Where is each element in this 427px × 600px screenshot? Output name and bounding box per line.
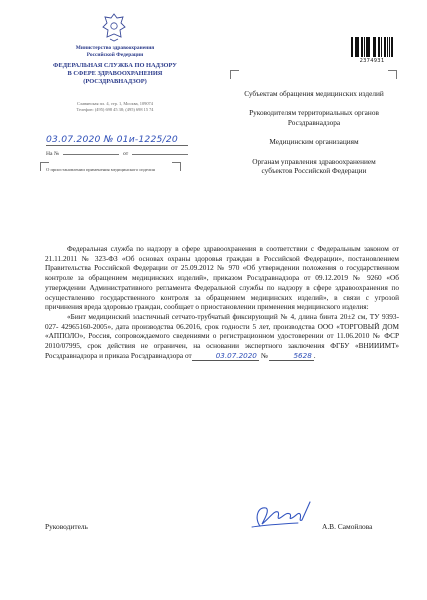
recipient-corner-left <box>230 70 239 79</box>
reference-number-row <box>46 147 188 157</box>
ref-number-underline <box>63 154 119 155</box>
agency-address: Славянская пл. 4, стр. 1, Москва, 109074 Телефон: (495) 698 45 38; (495) 698 15 74 <box>76 101 154 112</box>
subject-corner-right <box>172 162 181 171</box>
recipient-item: Субъектам обращения медицинских изделий <box>244 89 384 98</box>
recipient-item: Органам управления здравоохранением субъектов Российской Федерации <box>252 156 376 176</box>
order-number: 5628 <box>269 351 313 362</box>
recipient-corner-right <box>388 70 397 79</box>
barcode-bar <box>392 37 393 57</box>
signer-name: А.В. Самойлова <box>322 522 373 531</box>
ref-from: от <box>123 151 129 157</box>
document-subject: О приостановлении применения медицинского изделия <box>46 167 155 172</box>
barcode-number: 2374931 <box>359 58 385 64</box>
body-paragraph: Федеральная служба по надзору в сфере здравоохранения в соответствии с Федеральным законом от 21.11.2011 № 323-ФЗ «Об основах охраны здоровья граждан в Российской Федерации», постановлением Правительства Российской Федерации от 25.09.2012 № 970 «Об утверждении положения о государственном контроле за обращением медицинских изделий», приказом Росздравнадзора от 09.12.2019 № 9260 «Об утверждении Административного регламента Федеральной службы по надзору в сфере здравоохранения по осуществлению государственного контроля за обращением медицинских изделий», в связи с угрозой причинения вреда здоровью граждан, сообщает о приостановлении применения медицинского изделия: <box>45 244 399 312</box>
handwritten-signature <box>240 496 320 536</box>
recipient-item: Медицинским организациям <box>269 137 359 147</box>
barcode <box>351 37 393 57</box>
outgoing-number-field <box>46 129 188 146</box>
recipients-block <box>244 89 384 186</box>
letter-body <box>45 244 399 361</box>
outgoing-number: 03.07.2020 № 01и-1225/20 <box>46 134 178 145</box>
order-from: от <box>184 350 192 360</box>
signer-position: Руководитель <box>45 522 88 531</box>
order-end: . <box>313 350 316 360</box>
order-date: 03.07.2020 <box>192 351 259 362</box>
body-paragraph: «Бинт медицинский эластичный сетчато-трубчатый фиксирующий № 4, длина бинта 20±2 см, ТУ 9393-027- 42965160-2005», дата производства 06.2016, срок годности 5 лет, производства ООО «ТОРГОВЫЙ ДОМ «АППОЛО», Россия, сопровождаемого сведениями о регистрационном удостоверении от 11.06.2010 № ФСР 2010/07995, срок действия не ограничен, на основании экспертного заключения ФГБУ «ВНИИИМТ» Росздравнадзора и приказа Росздравнадзора от 03.07.2020 № 5628 . <box>45 311 399 360</box>
ref-prefix: На № <box>46 151 60 157</box>
ref-date-underline <box>132 154 188 155</box>
ministry-name: Министерство здравоохранения Российской Федерации <box>75 45 155 58</box>
emblem-icon <box>101 12 127 42</box>
agency-name: ФЕДЕРАЛЬНАЯ СЛУЖБА ПО НАДЗОРУ В СФЕРЕ ЗДРАВООХРАНЕНИЯ (РОСЗДРАВНАДЗОР) <box>53 62 177 85</box>
order-no-label: № <box>260 350 268 360</box>
recipient-item: Руководителям территориальных органов Росздравнадзора <box>249 108 379 127</box>
